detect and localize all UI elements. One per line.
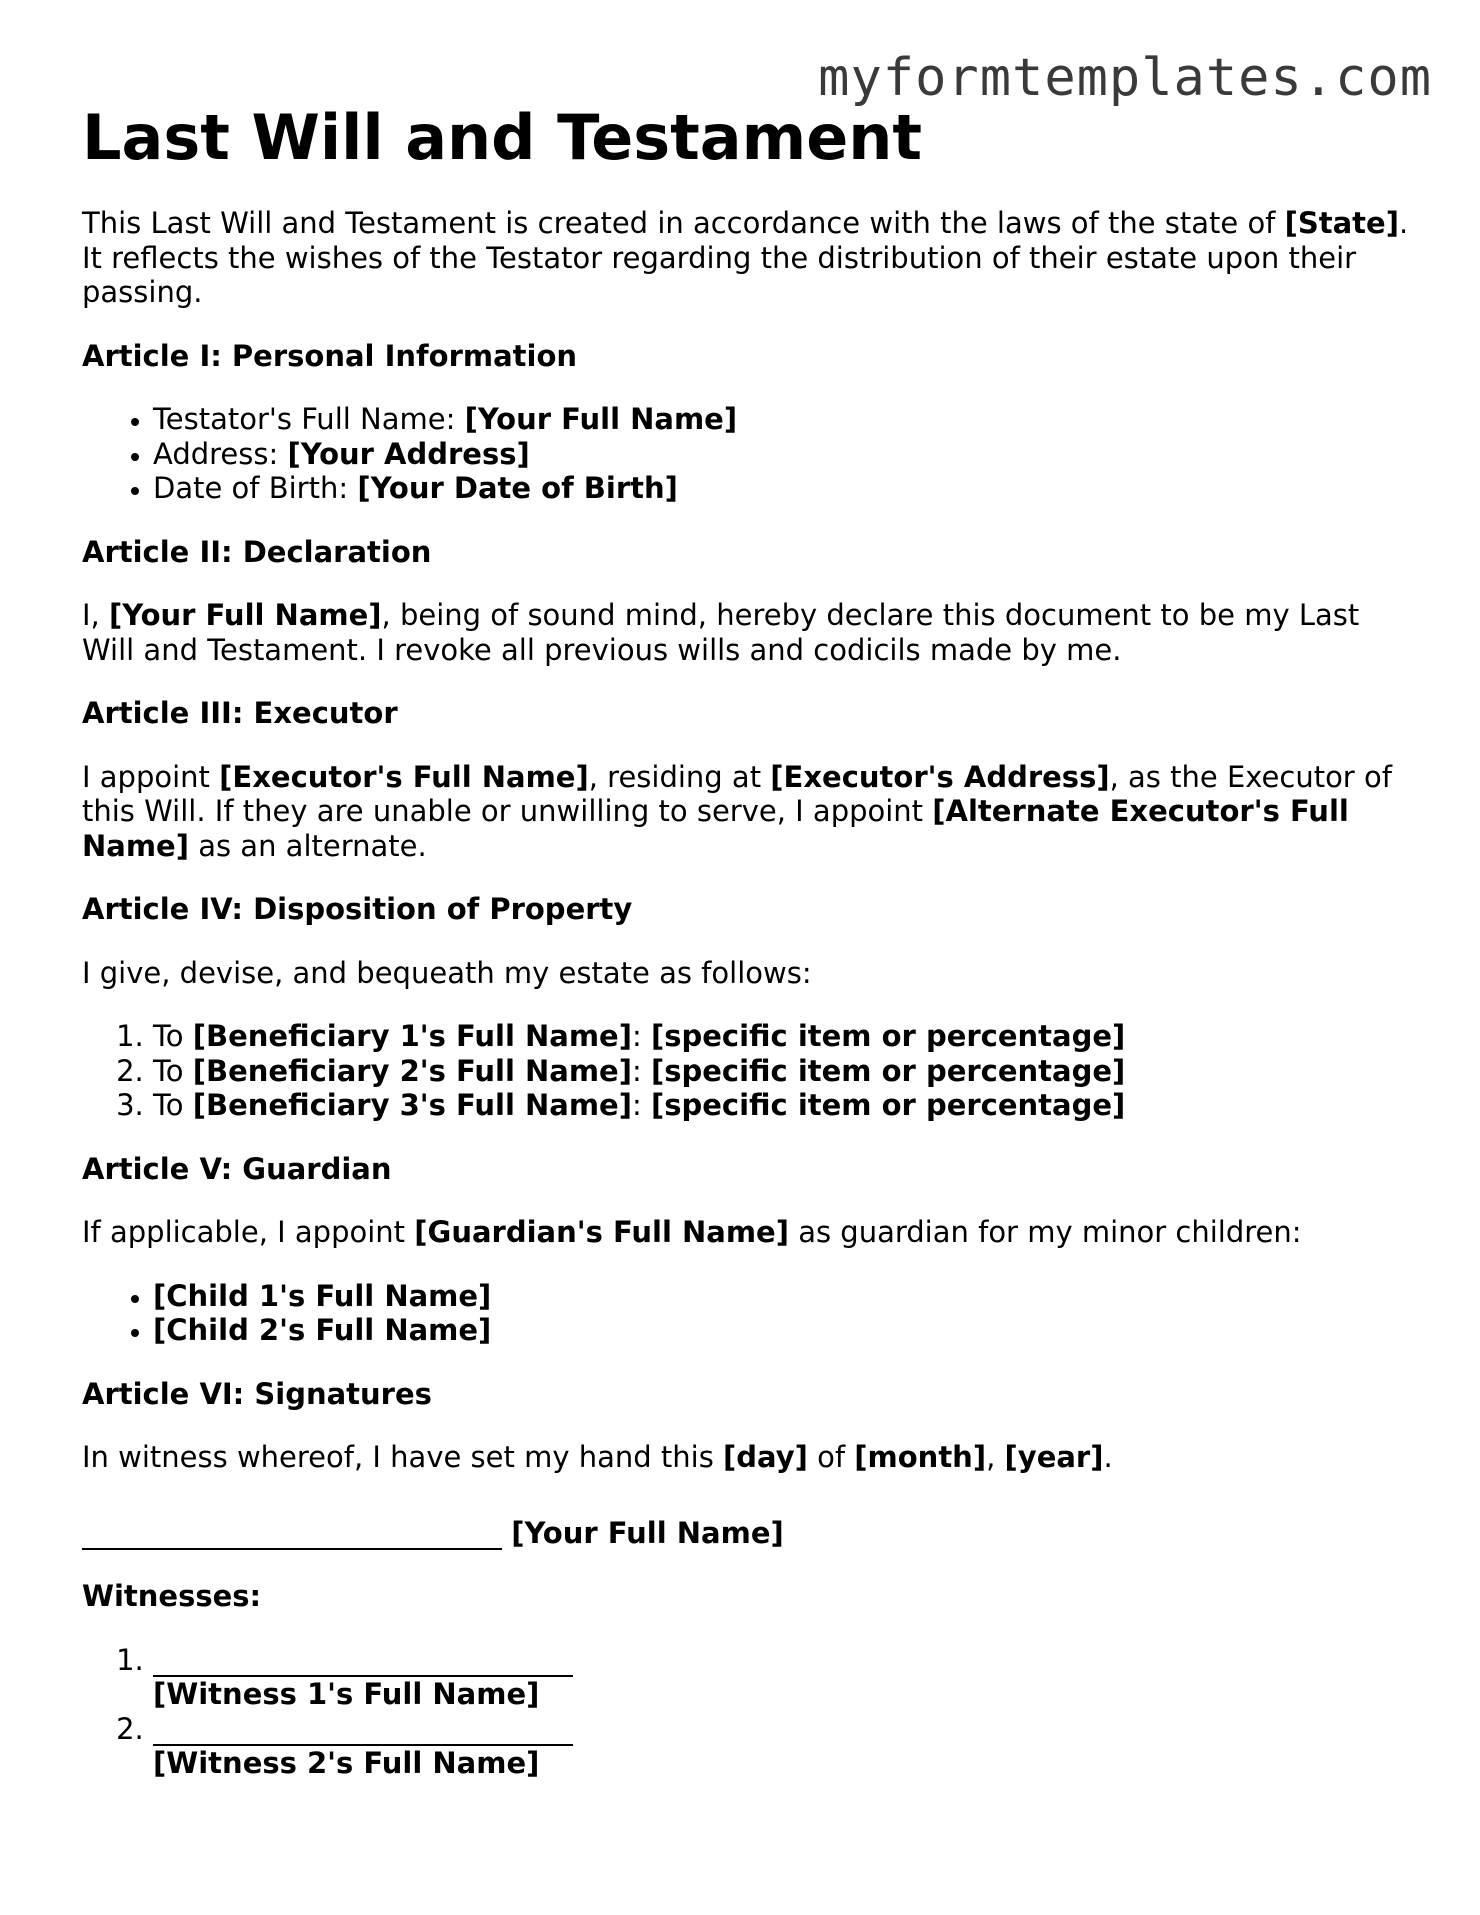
child-name: [Child 1's Full Name] [153, 1278, 492, 1313]
list-item [153, 471, 1412, 506]
list-item [153, 1712, 1412, 1781]
text: : [631, 1053, 651, 1088]
text: , residing at [588, 759, 771, 794]
executor-address-placeholder: [Executor's Address] [770, 759, 1110, 794]
year-placeholder: [year] [1004, 1440, 1104, 1474]
intro-text-before: This Last Will and Testament is created in accordance with the laws of the state of [82, 206, 1285, 240]
watermark: myformtemplates.com [818, 48, 1432, 108]
text: . [1103, 1440, 1113, 1474]
list-item [153, 1054, 1412, 1089]
state-placeholder: [State] [1284, 206, 1399, 240]
text: I, [82, 598, 109, 632]
intro-text-after: . It reflects the wishes of the Testator regarding the distribution of their estate upon their passing. [82, 206, 1409, 309]
beneficiary-name: [Beneficiary 3's Full Name] [192, 1088, 632, 1122]
text: , being of sound mind, hereby declare this document to be my Last Will and Testament. I revoke all previous wills and codicils made by me. [82, 598, 1360, 667]
field-value: [Your Date of Birth] [357, 471, 678, 505]
list-item [153, 1019, 1412, 1054]
beneficiary-name: [Beneficiary 2's Full Name] [192, 1053, 632, 1088]
gift-placeholder: [specific item or percentage] [650, 1088, 1126, 1122]
text: In witness whereof, I have set my hand this [82, 1440, 724, 1474]
article-4-heading: Article IV: Disposition of Property [82, 892, 633, 926]
field-label: Testator's Full Name: [153, 402, 465, 436]
child-name: [Child 2's Full Name] [153, 1313, 492, 1347]
field-label: Date of Birth: [153, 471, 358, 505]
gift-placeholder: [specific item or percentage] [650, 1019, 1126, 1053]
text: , [986, 1440, 1005, 1474]
text: of [807, 1440, 855, 1474]
witness-whereof-paragraph [82, 1440, 1412, 1475]
field-value: [Your Full Name] [464, 402, 738, 436]
declaration-paragraph [82, 598, 1412, 667]
field-label: Address: [153, 436, 288, 471]
list-item [153, 1279, 1412, 1314]
testator-signature-block [82, 1504, 1412, 1551]
article-5-heading: Article V: Guardian [82, 1151, 392, 1186]
text: To [153, 1053, 193, 1088]
article-2-heading: Article II: Declaration [82, 534, 432, 569]
executor-name-placeholder: [Executor's Full Name] [219, 759, 589, 794]
intro-paragraph [82, 206, 1412, 310]
list-item [153, 1313, 1412, 1348]
text: : [631, 1088, 651, 1122]
month-placeholder: [month] [854, 1440, 987, 1474]
witness-name-placeholder: [Witness 2's Full Name] [153, 1746, 540, 1780]
list-item [153, 1088, 1412, 1123]
witness-1-signature-line[interactable] [153, 1647, 573, 1677]
day-placeholder: [day] [723, 1440, 808, 1474]
document-page [82, 100, 1412, 1810]
text: , as the Executor of this Will. If they are unable or unwilling to serve, I appoint [82, 759, 1392, 828]
personal-info-list [82, 402, 1412, 506]
text: If applicable, I appoint [82, 1215, 415, 1249]
alternate-executor-placeholder: [Alternate Executor's Full Name] [82, 794, 1349, 863]
guardian-paragraph [82, 1215, 1412, 1250]
text: I appoint [82, 759, 220, 794]
text: : [631, 1019, 651, 1053]
witness-list [82, 1643, 1412, 1781]
article-6-heading: Article VI: Signatures [82, 1376, 432, 1411]
executor-paragraph [82, 760, 1412, 864]
article-3-heading: Article III: Executor [82, 696, 398, 730]
testator-signature-line[interactable] [82, 1518, 502, 1550]
children-list [82, 1279, 1412, 1348]
witnesses-heading: Witnesses: [82, 1579, 262, 1613]
testator-name-placeholder: [Your Full Name] [511, 1515, 784, 1550]
article-1-heading: Article I: Personal Information [82, 338, 578, 373]
disposition-intro: I give, devise, and bequeath my estate as follows: [82, 955, 812, 990]
text: To [153, 1019, 193, 1053]
beneficiary-list [82, 1019, 1412, 1123]
text: as guardian for my minor children: [788, 1215, 1302, 1249]
list-item [153, 1643, 1412, 1712]
witness-name-placeholder: [Witness 1's Full Name] [153, 1677, 540, 1711]
gift-placeholder: [specific item or percentage] [650, 1053, 1126, 1088]
name-placeholder: [Your Full Name] [109, 598, 382, 632]
beneficiary-name: [Beneficiary 1's Full Name] [192, 1019, 632, 1053]
field-value: [Your Address] [287, 436, 530, 471]
text: To [153, 1088, 193, 1122]
page-title: Last Will and Testament [82, 101, 923, 174]
text: as an alternate. [188, 828, 427, 863]
list-item [153, 437, 1412, 472]
list-item [153, 402, 1412, 437]
witness-2-signature-line[interactable] [153, 1716, 573, 1746]
guardian-name-placeholder: [Guardian's Full Name] [414, 1215, 789, 1249]
